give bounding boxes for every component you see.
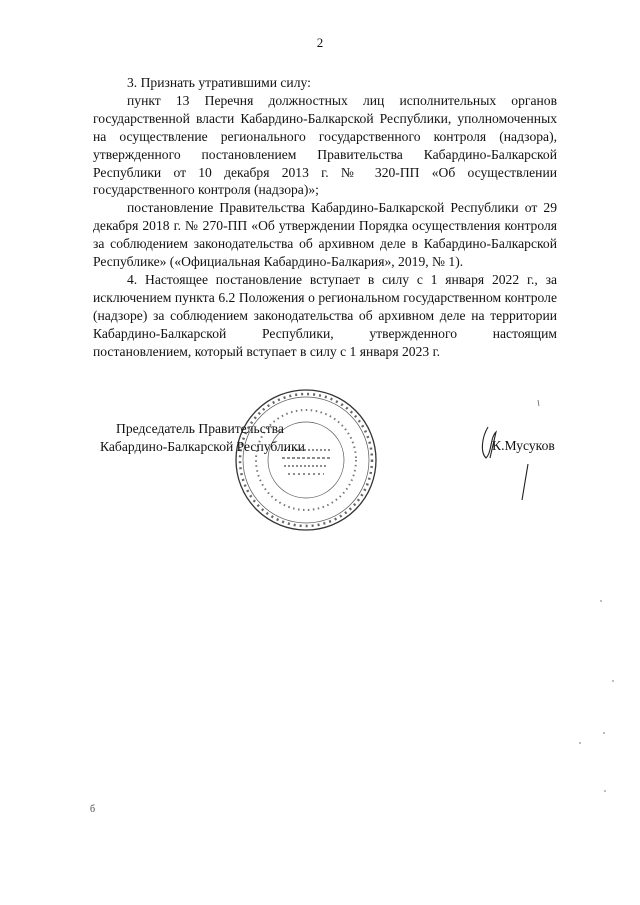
signatory-name: К.Мусуков [492, 438, 555, 453]
scan-artifact [579, 742, 581, 744]
scan-artifact [604, 790, 606, 792]
paragraph-point-13: пункт 13 Перечня должностных лиц исполнительных органов государственной власти Кабардино-Балкарской Республики, уполномоченных на осуществление регионального государственного контроля (надзора), утвержденного постановлением Правительства Кабардино-Балкарской Республики от 10 декабря 2013 г. № 320-ПП «Об осуществлении государственного контроля (надзора)»; [93, 92, 557, 198]
paragraph-item-3: 3. Признать утратившими силу: [127, 75, 311, 90]
signatory-position [100, 420, 305, 456]
signatory-position-line2: Кабардино-Балкарской Республики [100, 439, 305, 454]
official-seal [234, 388, 378, 532]
footer-mark: б [90, 804, 96, 815]
document-body [93, 74, 557, 361]
paragraph-item-4: 4. Настоящее постановление вступает в силу с 1 января 2022 г., за исключением пункта 6.2 Положения о региональном государственном контроле (надзоре) за соблюдением законодательства об архивном деле на территории Кабардино-Балкарской Республики, утвержденного настоящим постановлением, который вступает в силу с 1 января 2023 г. [93, 271, 557, 359]
page-number: 2 [316, 35, 324, 50]
scan-artifact [612, 680, 614, 682]
scan-artifact [603, 732, 605, 734]
paragraph-resolution-270: постановление Правительства Кабардино-Балкарской Республики от 29 декабря 2018 г. № 270-ПП «Об утверждении Порядка осуществления контроля за соблюдением законодательства об архивном деле в Кабардино-Балкарской Республике» («Официальная Кабардино-Балкария», 2019, № 1). [93, 200, 557, 270]
signatory-position-line1: Председатель Правительства [116, 421, 284, 436]
scan-artifact [600, 600, 602, 602]
